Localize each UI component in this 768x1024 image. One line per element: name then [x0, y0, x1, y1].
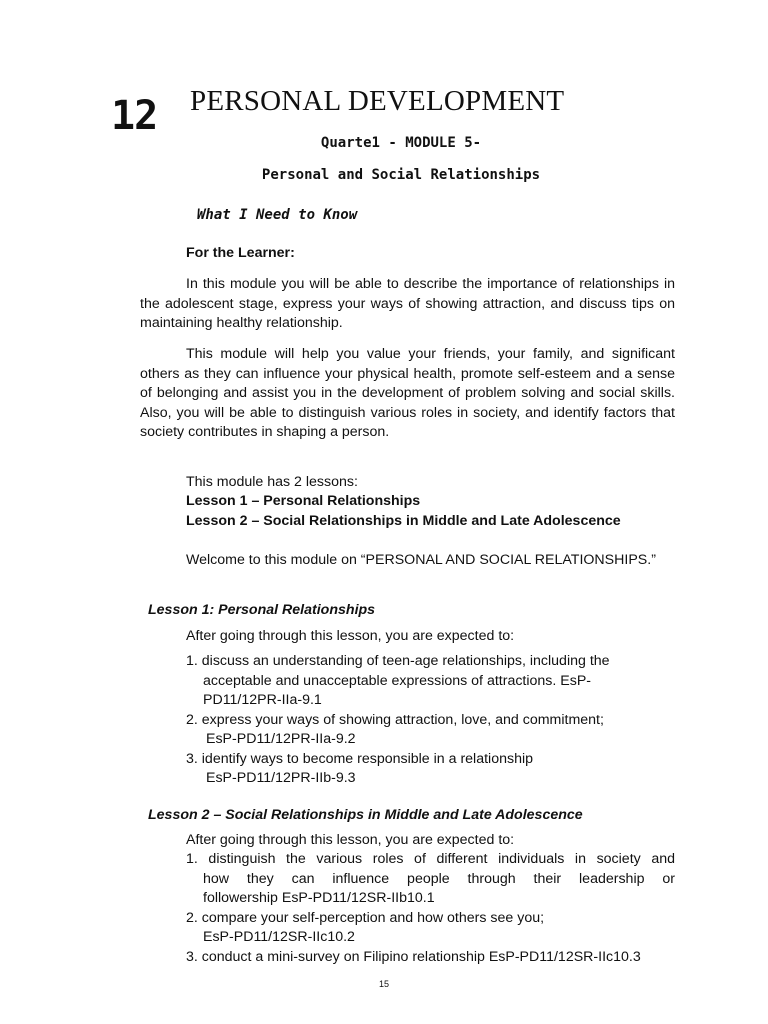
objective-code: EsP-PD11/12SR-IIc10.2 [203, 929, 355, 945]
objective-item [186, 652, 675, 711]
objective-line: 2. compare your self-perception and how others see you; [186, 909, 545, 926]
lesson-2-objectives [186, 850, 675, 967]
objective-item [186, 750, 675, 789]
lesson-2-heading: Lesson 2 – Social Relationships in Middle and Late Adolescence [148, 807, 583, 823]
objective-line: 2. express your ways of showing attraction, love, and commitment; [186, 711, 604, 728]
objective-line: 3. identify ways to become responsible in a relationship [186, 750, 533, 767]
objective-item [186, 948, 675, 968]
lesson-1-intro: After going through this lesson, you are expected to: [186, 628, 515, 644]
lesson-1-heading: Lesson 1: Personal Relationships [148, 602, 376, 618]
module-label: Quarte1 - MODULE 5- [320, 135, 482, 151]
lesson-2-title: Lesson 2 – Social Relationships in Middle and Late Adolescence [186, 513, 621, 529]
learner-heading: For the Learner: [186, 245, 295, 261]
learner-paragraph-2: This module will help you value your friends, your family, and significant others as they can influence your physical health, promote self-esteem and a sense of belonging and assist you in the development of problem solving and social skills. Also, you will be able to distinguish various roles in society, and identify factors that society contributes in shaping a person. [140, 346, 675, 440]
lesson-1-title: Lesson 1 – Personal Relationships [186, 493, 421, 509]
section-heading-need-to-know: What I Need to Know [197, 207, 358, 223]
objective-item [186, 711, 675, 750]
grade-number: 12 [111, 93, 158, 139]
lesson-2-intro: After going through this lesson, you are expected to: [186, 832, 515, 848]
objective-line: acceptable and unacceptable expressions of attractions. EsP- [203, 672, 592, 689]
module-subtitle: Personal and Social Relationships [261, 167, 541, 183]
objective-line: 3. conduct a mini-survey on Filipino relationship EsP-PD11/12SR-IIc10.3 [186, 948, 641, 965]
learner-paragraph-1: In this module you will be able to describe the importance of relationships in the adolescent stage, express your ways of showing attraction, and discuss tips on maintaining healthy relationship. [140, 276, 675, 331]
welcome-paragraph: Welcome to this module on “PERSONAL AND SOCIAL RELATIONSHIPS.” [186, 552, 656, 568]
objective-code: EsP-PD11/12PR-IIa-9.2 [206, 731, 356, 747]
objective-line: 1. discuss an understanding of teen-age relationships, including the [186, 653, 610, 669]
objective-line: how they can influence people through their leadership or [203, 870, 675, 887]
objective-code: followership EsP-PD11/12SR-IIb10.1 [203, 890, 435, 906]
lessons-intro: This module has 2 lessons: [186, 474, 358, 490]
objective-item [186, 850, 675, 909]
document-title: PERSONAL DEVELOPMENT [190, 85, 565, 117]
objective-code: EsP-PD11/12PR-IIb-9.3 [206, 770, 356, 786]
page-number: 15 [378, 979, 389, 989]
objective-code: PD11/12PR-IIa-9.1 [203, 692, 322, 708]
lesson-1-objectives [186, 652, 675, 789]
objective-item [186, 909, 675, 948]
objective-line: 1. distinguish the various roles of different individuals in society and [186, 851, 675, 867]
